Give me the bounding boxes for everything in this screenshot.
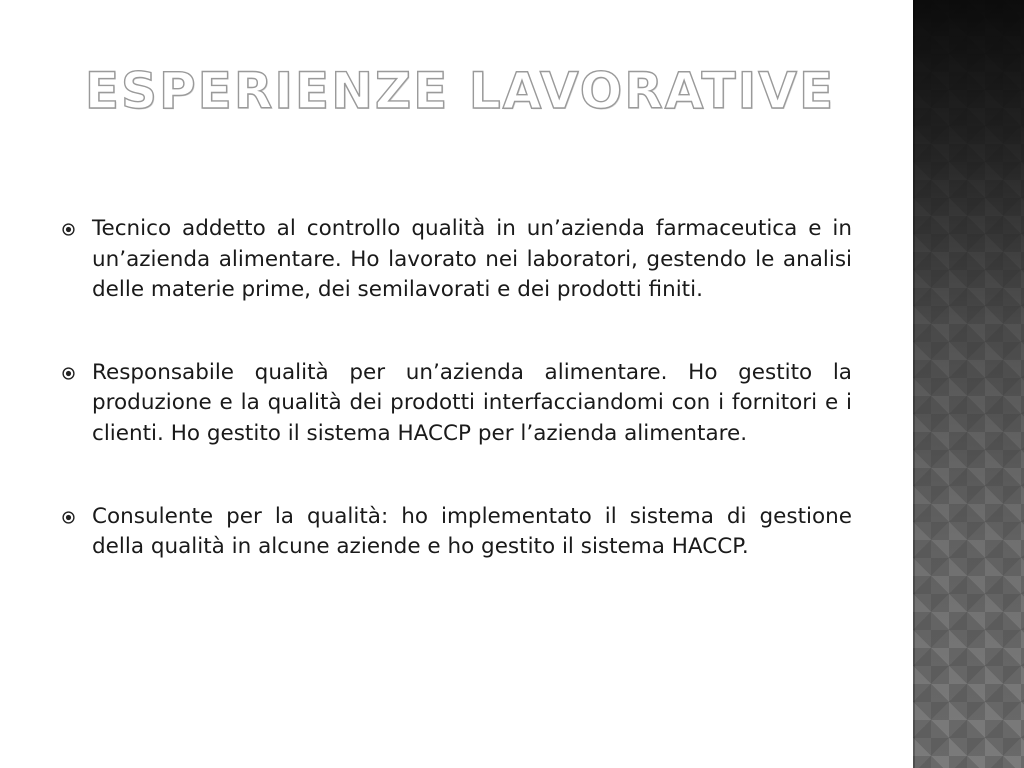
bullet-item xyxy=(62,358,852,450)
bullet-text: Tecnico addetto al controllo qualità in un’azienda farmaceutica e in un’azienda alimentare. Ho lavorato nei laboratori, gestendo le analisi delle materie prime, dei semilavorati e dei prodotti finiti. xyxy=(92,216,852,303)
bullet-item xyxy=(62,214,852,306)
decorative-side-panel xyxy=(913,0,1024,768)
target-bullet-icon xyxy=(62,223,75,236)
bullet-list xyxy=(62,214,852,563)
bullet-text: Consulente per la qualità: ho implementato il sistema di gestione della qualità in alcune aziende e ho gestito il sistema HACCP. xyxy=(92,503,852,560)
target-bullet-icon xyxy=(62,511,75,524)
bullet-item xyxy=(62,502,852,563)
target-bullet-icon xyxy=(62,367,75,380)
side-panel-edge xyxy=(913,0,915,768)
slide-title: ESPERIENZE LAVORATIVE xyxy=(84,62,836,120)
bullet-text: Responsabile qualità per un’azienda alimentare. Ho gestito la produzione e la qualità dei prodotti interfacciandomi con i fornitori e i clienti. Ho gestito il sistema HACCP per l’azienda alimentare. xyxy=(92,359,852,446)
